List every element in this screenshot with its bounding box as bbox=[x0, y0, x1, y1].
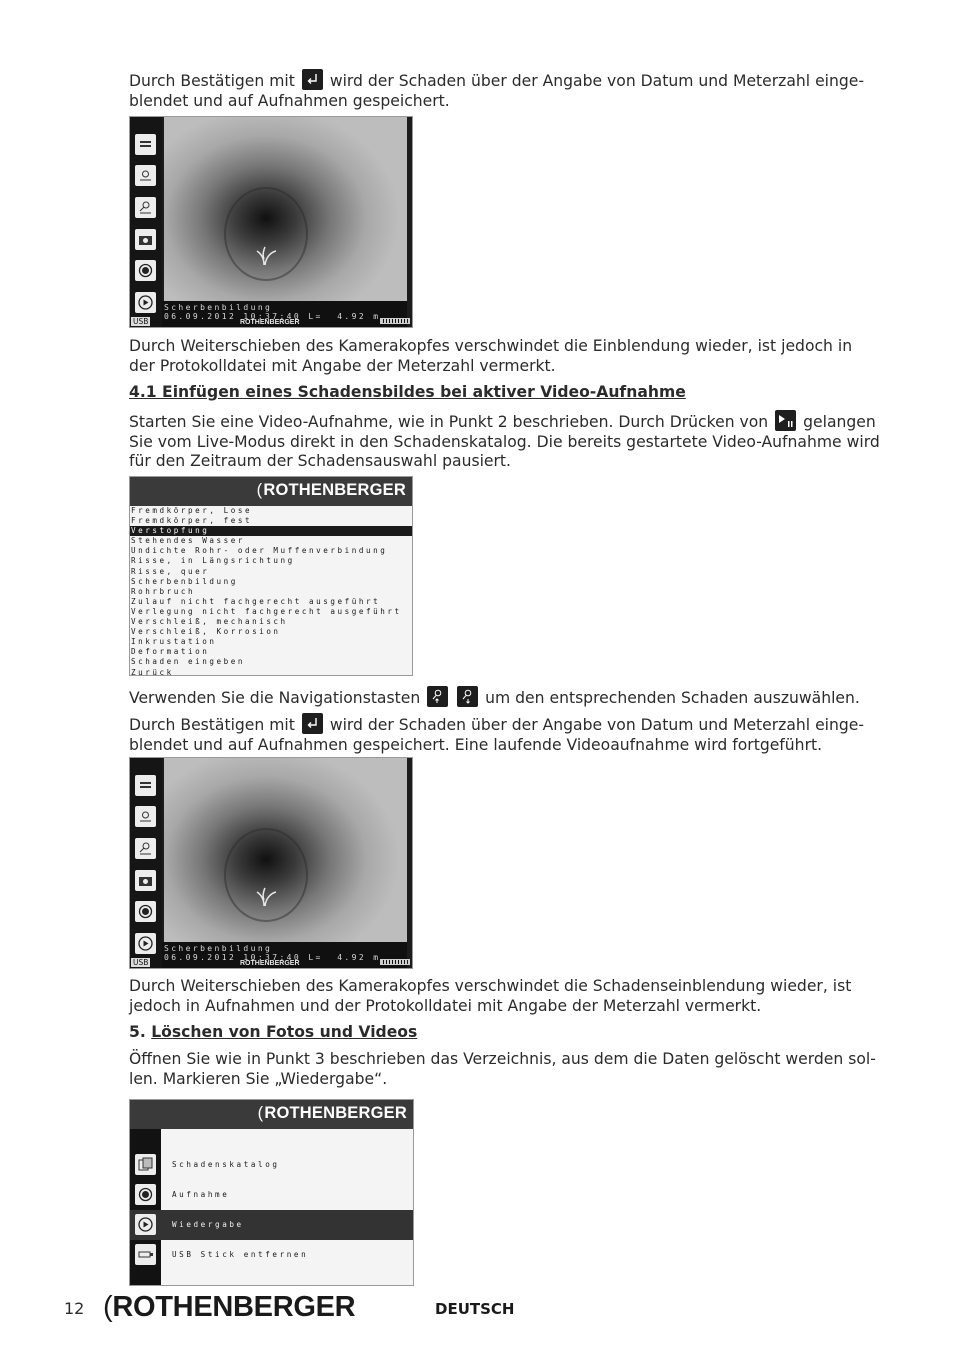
usb-icon bbox=[135, 1244, 156, 1265]
menu-item-label: Schadenskatalog bbox=[172, 1160, 280, 1169]
play-icon bbox=[135, 933, 156, 954]
nav-up-key-icon bbox=[427, 686, 448, 707]
damage-catalog-screenshot bbox=[129, 476, 413, 676]
camera-icon bbox=[135, 229, 156, 250]
nav-down-key-icon bbox=[457, 686, 478, 707]
light-icon bbox=[135, 806, 156, 827]
page-number: 12 bbox=[64, 1299, 85, 1318]
catalog-header-bar bbox=[130, 477, 412, 506]
damage-overlay-text: Scherbenbildung bbox=[164, 944, 273, 953]
enter-key-icon bbox=[302, 713, 323, 734]
menu-item-label: USB Stick entfernen bbox=[172, 1250, 309, 1259]
footer-language: DEUTSCH bbox=[435, 1300, 515, 1318]
catalog-icon bbox=[135, 1154, 156, 1175]
overlay-logo: ROTHENBERGER bbox=[240, 319, 300, 326]
menu-item-label: Aufnahme bbox=[172, 1190, 230, 1199]
date-meter-overlay: 06.09.2012 10:37:40 L= 4.92 m bbox=[164, 312, 381, 321]
record-icon bbox=[135, 1184, 156, 1205]
camera-icon bbox=[135, 870, 156, 891]
menu-item-schadenskatalog[interactable] bbox=[130, 1150, 413, 1180]
paragraph-text: um den entsprechenden Schaden auszuwählen. bbox=[485, 689, 860, 707]
date-meter-overlay: 06.09.2012 10:37:40 L= 4.92 m bbox=[164, 953, 381, 962]
record-icon bbox=[135, 901, 156, 922]
camera-sidebar bbox=[130, 117, 162, 327]
catalog-list-item[interactable]: Schaden eingeben bbox=[131, 657, 245, 667]
section-heading-4-1 bbox=[129, 383, 686, 403]
menu-item-wiedergabe[interactable] bbox=[130, 1210, 413, 1240]
play-pause-key-icon bbox=[775, 410, 796, 431]
battery-icon bbox=[380, 959, 410, 965]
camera-view bbox=[164, 758, 407, 942]
brand-text: ROTHENBERGER bbox=[112, 1291, 356, 1323]
paragraph-navigation bbox=[129, 686, 881, 709]
catalog-list-item[interactable]: Verschleiß, mechanisch bbox=[131, 617, 288, 627]
heading-text: Löschen von Fotos und Videos bbox=[151, 1023, 418, 1041]
brand-text: ROTHENBERGER bbox=[264, 1104, 407, 1122]
main-menu-screenshot bbox=[129, 1099, 414, 1286]
catalog-list-item[interactable]: Verschleiß, Korrosion bbox=[131, 627, 281, 637]
menu-item-label: Wiedergabe bbox=[172, 1220, 244, 1229]
catalog-list-item[interactable]: Zulauf nicht fachgerecht ausgeführt bbox=[131, 596, 381, 606]
brand-text: ROTHENBERGER bbox=[263, 481, 406, 499]
zoom-icon bbox=[135, 838, 156, 859]
catalog-list-item[interactable]: Scherbenbildung bbox=[131, 576, 238, 586]
text-overlay-icon bbox=[135, 134, 156, 155]
enter-key-icon bbox=[302, 69, 323, 90]
paragraph-confirm-1 bbox=[129, 69, 881, 111]
paragraph-text: Verwenden Sie die Navigationstasten bbox=[129, 689, 421, 707]
damage-overlay-text: Scherbenbildung bbox=[164, 303, 273, 312]
zoom-icon bbox=[135, 197, 156, 218]
paragraph-text: gelangen Sie vom Live-Modus direkt in den Schadenskatalog. Die bereits gestartete Video-Aufnahme wird für den Zeitraum der Schadensauswahl pausiert. bbox=[129, 413, 880, 470]
battery-icon bbox=[380, 318, 410, 324]
usb-indicator: USB bbox=[133, 317, 149, 326]
camera-view bbox=[164, 117, 407, 301]
paragraph-text: Starten Sie eine Video-Aufnahme, wie in Punkt 2 beschrieben. Durch Drücken von bbox=[129, 413, 769, 431]
catalog-brand-logo: (ROTHENBERGER bbox=[256, 481, 406, 499]
menu-header-bar bbox=[130, 1100, 413, 1129]
camera-sidebar bbox=[130, 758, 162, 968]
paragraph-video bbox=[129, 410, 881, 472]
paragraph-advance-2: Durch Weiterschieben des Kamerakopfes verschwindet die Schadenseinblendung wieder, ist jedoch in Aufnahmen und der Protokolldatei mit Angabe der Meterzahl vermerkt. bbox=[129, 977, 852, 1015]
catalog-list-item[interactable]: Verstopfung bbox=[130, 526, 412, 536]
heading-text: 4.1 Einfügen eines Schadensbildes bei aktiver Video-Aufnahme bbox=[129, 383, 686, 401]
root-image bbox=[254, 237, 284, 267]
play-icon bbox=[135, 1214, 156, 1235]
play-icon bbox=[135, 292, 156, 313]
catalog-list bbox=[130, 506, 412, 676]
paragraph-text: wird der Schaden über der Angabe von Datum und Meterzahl einge-blendet und auf Aufnahmen gespeichert. bbox=[129, 72, 864, 110]
paragraph-text: Durch Bestätigen mit bbox=[129, 716, 295, 734]
catalog-list-item[interactable]: Verlegung nicht fachgerecht ausgeführt bbox=[131, 606, 402, 616]
camera-screenshot-1 bbox=[129, 116, 413, 328]
section-heading-5 bbox=[129, 1023, 417, 1043]
footer-brand-logo: (ROTHENBERGER bbox=[103, 1291, 356, 1323]
heading-number: 5. bbox=[129, 1023, 146, 1041]
text-overlay-icon bbox=[135, 775, 156, 796]
root-image bbox=[254, 878, 284, 908]
catalog-list-item[interactable]: Fremdkörper, fest bbox=[131, 516, 253, 526]
catalog-list-item[interactable]: Undichte Rohr- oder Muffenverbindung bbox=[131, 546, 388, 556]
paragraph-text: wird der Schaden über der Angabe von Datum und Meterzahl einge-blendet und auf Aufnahmen gespeichert. Eine laufende Videoaufnahme wird fortgeführt. bbox=[129, 716, 864, 754]
catalog-list-item[interactable]: Risse, in Längsrichtung bbox=[131, 556, 295, 566]
camera-screenshot-2 bbox=[129, 757, 413, 969]
catalog-list-item[interactable]: Zurück bbox=[131, 667, 174, 676]
catalog-list-item[interactable]: Fremdkörper, Lose bbox=[131, 506, 253, 515]
catalog-list-item[interactable]: Stehendes Wasser bbox=[131, 536, 245, 546]
overlay-logo: ROTHENBERGER bbox=[240, 960, 300, 967]
catalog-list-item[interactable]: Risse, quer bbox=[131, 566, 210, 576]
usb-indicator: USB bbox=[133, 958, 149, 967]
catalog-list-item[interactable]: Inkrustation bbox=[131, 637, 217, 647]
catalog-list-item[interactable]: Deformation bbox=[131, 647, 210, 657]
menu-brand-logo: (ROTHENBERGER bbox=[257, 1104, 407, 1122]
catalog-list-item[interactable]: Rohrbruch bbox=[131, 586, 196, 596]
light-icon bbox=[135, 165, 156, 186]
paragraph-text: Durch Bestätigen mit bbox=[129, 72, 295, 90]
menu-item-aufnahme[interactable] bbox=[130, 1180, 413, 1210]
paragraph-confirm-2 bbox=[129, 713, 881, 755]
paragraph-advance-1: Durch Weiterschieben des Kamerakopfes verschwindet die Einblendung wieder, ist jedoch in der Protokolldatei mit Angabe der Meterzahl vermerkt. bbox=[129, 337, 853, 375]
paragraph-delete: Öffnen Sie wie in Punkt 3 beschrieben das Verzeichnis, aus dem die Daten gelöscht werden sol-len. Markieren Sie „Wiedergabe“. bbox=[129, 1050, 876, 1088]
record-icon bbox=[135, 260, 156, 281]
menu-item-usb-entfernen[interactable] bbox=[130, 1240, 413, 1270]
